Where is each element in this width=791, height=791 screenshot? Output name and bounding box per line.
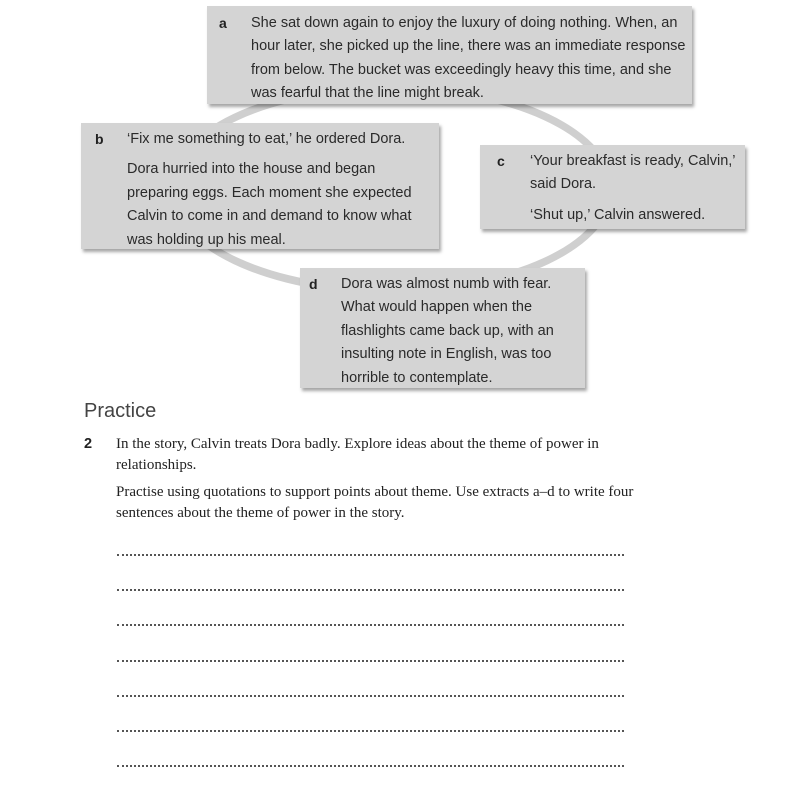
extract-b-letter: b [95,131,104,147]
question-text: In the story, Calvin treats Dora badly. Explore ideas about the theme of power in relationships. [116,436,599,473]
extract-a-letter: a [219,15,227,31]
extract-d-letter: d [309,276,318,292]
answer-line[interactable] [117,765,624,767]
question-instruction: Practise using quotations to support points about theme. Use extracts a–d to write four sentences about the theme of power in the story. [116,484,634,521]
extract-c-card [480,145,745,229]
extract-b-paragraph-2: Dora hurried into the house and began preparing eggs. Each moment she expected Calvin to come in and demand to know what was holding up his meal. [127,161,412,248]
practice-heading: Practice [84,400,157,422]
answer-line[interactable] [117,695,624,697]
extract-c-paragraph-2: ‘Shut up,’ Calvin answered. [530,206,706,223]
answer-line[interactable] [117,554,624,556]
extract-a-text [251,12,687,106]
extract-c-paragraph-1: ‘Your breakfast is ready, Calvin,’ said Dora. [530,153,735,193]
answer-line[interactable] [117,660,624,662]
answer-line[interactable] [117,730,624,732]
extract-d-paragraph: Dora was almost numb with fear. What would happen when the flashlights came back up, with an insulting note in English, was too horrible to contemplate. [341,276,554,386]
extract-a-card [207,6,692,104]
extract-c-text [530,150,740,227]
extract-b-paragraph-1: ‘Fix me something to eat,’ he ordered Dora. [127,131,406,147]
extract-c-letter: c [497,153,505,169]
extract-d-card [300,268,585,388]
extract-d-text [341,273,581,390]
extract-b-text [127,128,432,252]
extract-a-paragraph: She sat down again to enjoy the luxury of doing nothing. When, an hour later, she picked up the line, there was an immediate response from below. The bucket was exceedingly heavy this time, and she was fearful that the line might break. [251,15,686,102]
extract-b-card [81,123,439,249]
answer-line[interactable] [117,589,624,591]
question-number: 2 [84,436,93,452]
answer-line[interactable] [117,624,624,626]
